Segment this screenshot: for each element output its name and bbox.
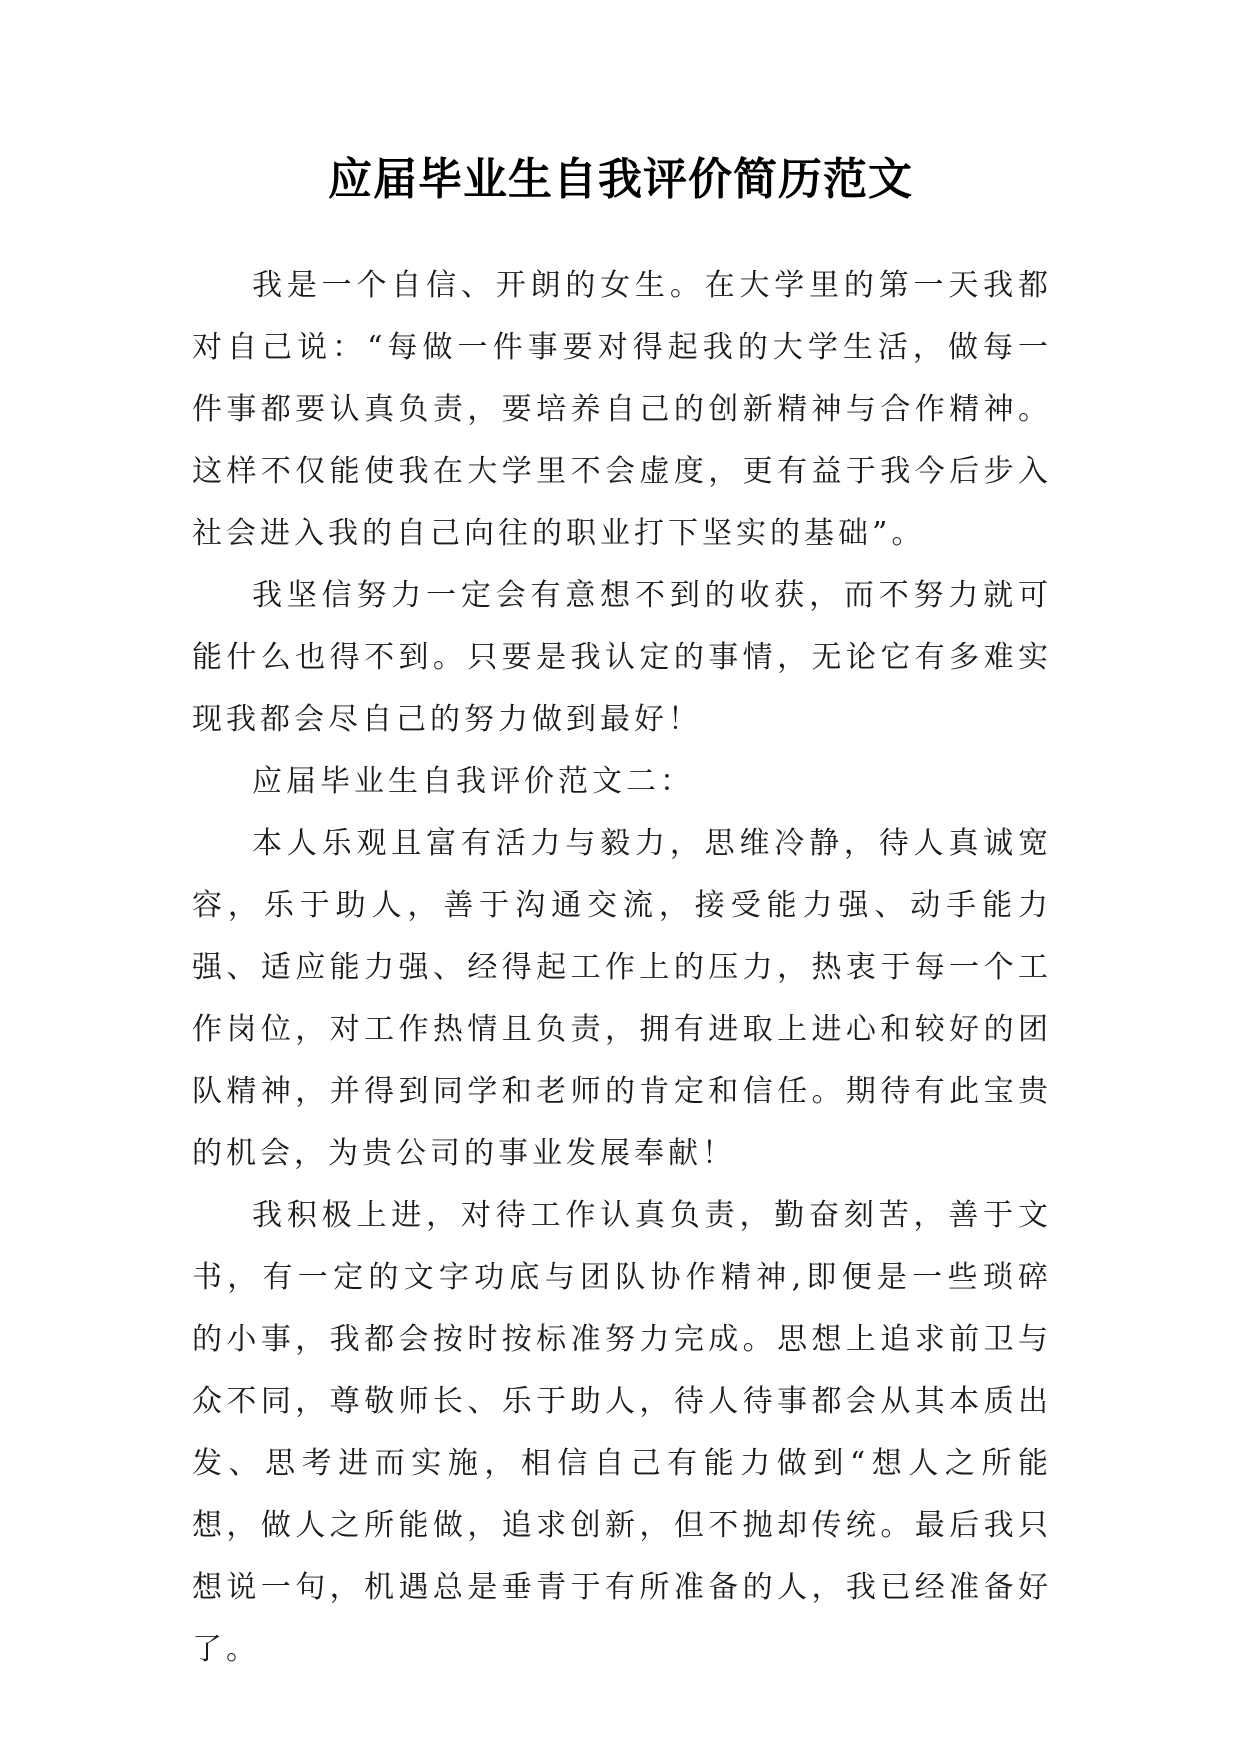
document-title: 应届毕业生自我评价简历范文 xyxy=(328,154,913,205)
paragraph-belief: 我坚信努力一定会有意想不到的收获，而不努力就可能什么也得不到。只要是我认定的事情，无论它有多难实现我都会尽自己的努力做到最好！ xyxy=(192,578,1052,737)
paragraph-sample-two: 本人乐观且富有活力与毅力，思维冷静，待人真诚宽容，乐于助人，善于沟通交流，接受能力强、动手能力强、适应能力强、经得起工作上的压力，热衷于每一个工作岗位，对工作热情且负责，拥有进取上进心和较好的团队精神，并得到同学和老师的肯定和信任。期待有此宝贵的机会，为贵公司的事业发展奉献！ xyxy=(192,826,1052,1171)
paragraph-intro: 我是一个自信、开朗的女生。在大学里的第一天我都对自己说：“每做一件事要对得起我的大学生活，做每一件事都要认真负责，要培养自己的创新精神与合作精神。这样不仅能使我在大学里不会虚度，更有益于我今后步入社会进入我的自己向往的职业打下坚实的基础”。 xyxy=(192,268,1052,551)
document-body xyxy=(192,255,1052,1681)
section-heading-sample-two: 应届毕业生自我评价范文二： xyxy=(252,764,694,799)
paragraph-conclusion: 我积极上进，对待工作认真负责，勤奋刻苦，善于文书，有一定的文字功底与团队协作精神,即便是一些琐碎的小事，我都会按时按标准努力完成。思想上追求前卫与众不同，尊敬师长、乐于助人，待人待事都会从其本质出发、思考进而实施，相信自己有能力做到“想人之所能想，做人之所能做，追求创新，但不抛却传统。最后我只想说一句，机遇总是垂青于有所准备的人，我已经准备好了。 xyxy=(192,1198,1052,1667)
